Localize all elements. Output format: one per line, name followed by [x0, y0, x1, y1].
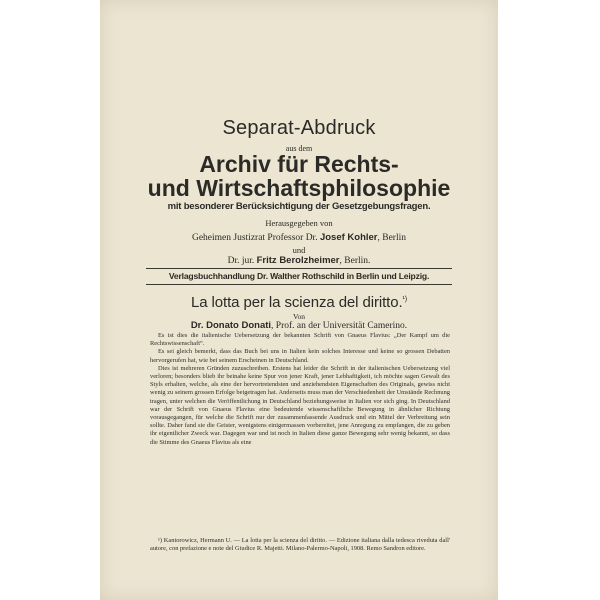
by-label: Von: [293, 312, 305, 321]
article-title-text: La lotta per la scienza del diritto.: [191, 294, 403, 311]
offprint-heading: Separat-Abdruck: [222, 117, 376, 139]
author-affiliation: , Prof. an der Universität Camerino.: [271, 321, 408, 331]
author-name: Dr. Donato Donati: [190, 320, 272, 331]
body-paragraph: Es sei gleich bemerkt, dass das Buch bei uns in Italien kein solches Interesse und keine so grossen Debatten hervorgerufen hat, wie bei seinem Erscheinen in Deutschland.: [150, 348, 450, 364]
publisher-line: Verlagsbuchhandlung Dr. Walther Rothschild in Berlin und Leipzig.: [168, 271, 430, 281]
article-body: [150, 332, 450, 447]
editor-2-name: Fritz Berolzheimer: [256, 255, 340, 266]
from-the-label: aus dem: [285, 144, 313, 153]
editor-2: [100, 255, 498, 266]
author-line: [100, 320, 498, 331]
bottom-rule: [146, 284, 452, 285]
article-title: [100, 294, 498, 311]
body-paragraph: Dies ist mehreren Gründen zuzuschreiben. Erstens hat leider die Schrift in der italienischen Uebersetzung viel verloren; besonders blieb ihr beinahe keine Spur von jener Kraft, jener Lebhaftigkeit, ich möchte sagen Gewalt des Styls erhalten, welche, als eine der hervortretendsten und anziehendsten Eigenschaften des Originals, gewiss nicht wenig zu seinem grossen Erfolge beigetragen hat. Anderseits muss man der Verschiedenheit der Umstände Rechnung tragen, unter welchen die Veröffentlichung in Deutschland beziehungsweise in Italien vor sich ging. In Deutschland war der Schrift von Gnaeus Flavius eine bedeutende wissenschaftliche Bewegung in ähnlicher Richtung vorausgegangen, für welche die Schrift nur der zusammenfassende Ausdruck und ein Mittel der Verbreitung sein sollte. Daher fand sie die Geister, wenigstens einigermassen vorbereitet, jene Anregung zu empfangen, die zu geben ihr eigentlicher Zweck war. Dagegen war und ist noch in Italien diese ganze Bewegung sehr wenig bekannt, so dass die Stimme des Gnaeus Flavius als eine: [150, 364, 450, 446]
editor-2-city: , Berlin.: [339, 256, 371, 266]
journal-title-line1: Archiv für Rechts-: [199, 151, 399, 177]
top-rule: [146, 268, 452, 269]
journal-title-line2: und Wirtschaftsphilosophie: [147, 175, 451, 201]
footnote-text: ¹) Kantorowicz, Hermann U. — La lotta per la scienza del diritto. — Edizione italiana dalla tedesca riveduta dall' autore, con prefazione e note del Giudice R. Majetti. Milano-Palermo-Napoli, 1908. Remo Sandron editore.: [150, 537, 450, 553]
body-paragraph: Es ist dies die italienische Uebersetzung der bekannten Schrift von Gnaeus Flavius: „Der Kampf um die Rechtswissenschaft“.: [150, 332, 450, 348]
editor-1-name: Josef Kohler: [319, 232, 378, 243]
editor-1: [100, 232, 498, 243]
editor-1-prefix: Geheimen Justizrat Professor Dr.: [191, 233, 318, 243]
document-page: [100, 0, 498, 600]
editor-conjunction: und: [292, 245, 306, 255]
editor-1-city: , Berlin: [377, 233, 406, 243]
footnote-marker: ¹): [402, 296, 407, 303]
editor-intro: Herausgegeben von: [265, 218, 333, 228]
footnote: [150, 537, 450, 553]
journal-subtitle: mit besonderer Berücksichtigung der Gesetzgebungsfragen.: [167, 201, 431, 212]
editor-2-prefix: Dr. jur.: [227, 256, 255, 266]
